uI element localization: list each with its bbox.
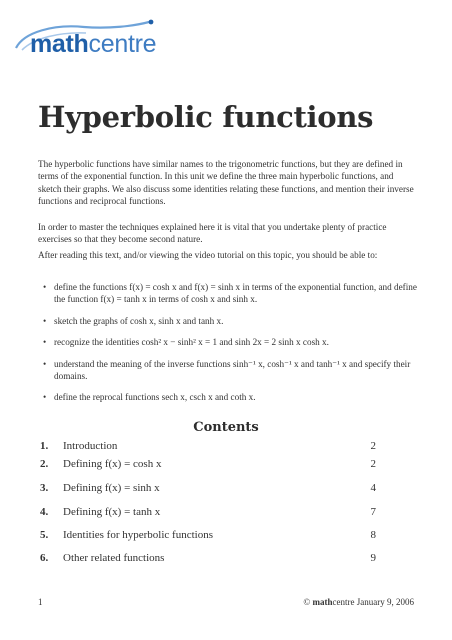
- toc-number: 4.: [40, 506, 49, 518]
- toc-page: 2: [370, 440, 376, 452]
- toc-label: Defining f(x) = tanh x: [63, 506, 161, 518]
- toc-item-introduction[interactable]: [38, 440, 376, 456]
- list-item: [38, 391, 418, 403]
- bullet-icon: •: [43, 358, 47, 369]
- list-item: [38, 358, 418, 383]
- toc-label: Identities for hyperbolic functions: [63, 529, 213, 541]
- toc-page: 4: [370, 482, 376, 494]
- toc-item-cosh[interactable]: [38, 458, 376, 474]
- footer-brand-rest: centre: [332, 597, 355, 607]
- toc-page: 2: [370, 458, 376, 470]
- objectives-list: [38, 281, 418, 413]
- page-title: Hyperbolic functions: [38, 100, 374, 134]
- logo-text-math: math: [30, 30, 89, 58]
- bullet-icon: •: [43, 337, 47, 348]
- bullet-text: sketch the graphs of cosh x, sinh x and tanh x.: [54, 315, 224, 326]
- toc-label: Defining f(x) = sinh x: [63, 482, 160, 494]
- bullet-icon: •: [43, 282, 47, 292]
- bullet-text: recognize the identities cosh² x − sinh² x = 1 and sinh 2x = 2 sinh x cosh x.: [54, 337, 329, 348]
- bullet-icon: •: [43, 392, 47, 403]
- toc-item-tanh[interactable]: [38, 506, 376, 522]
- toc-number: 5.: [40, 529, 49, 541]
- footer-date: January 9, 2006: [356, 597, 414, 607]
- list-item: [38, 315, 418, 327]
- toc-item-identities[interactable]: [38, 529, 376, 545]
- toc-item-related[interactable]: [38, 552, 376, 568]
- contents-heading: Contents: [193, 420, 259, 435]
- logo-text: [30, 32, 156, 57]
- toc-label: Other related functions: [63, 552, 165, 564]
- objectives-lead: After reading this text, and/or viewing the video tutorial on this topic, you should be able to:: [38, 250, 378, 260]
- toc-item-sinh[interactable]: [38, 482, 376, 498]
- bullet-icon: •: [43, 315, 47, 326]
- bullet-text: define the reprocal functions sech x, csch x and coth x.: [54, 392, 256, 403]
- toc-page: 7: [370, 506, 376, 518]
- toc-number: 2.: [40, 458, 49, 470]
- logo-text-centre: centre: [88, 30, 157, 58]
- toc-label: Introduction: [63, 440, 118, 452]
- mathcentre-logo: [14, 18, 164, 62]
- footer-credit: [303, 597, 414, 607]
- toc-label: Defining f(x) = cosh x: [63, 458, 162, 470]
- toc-number: 3.: [40, 482, 49, 494]
- toc-page: 9: [370, 552, 376, 564]
- footer-brand: math: [312, 597, 333, 607]
- list-item: [38, 336, 418, 348]
- page-number: 1: [38, 597, 43, 607]
- practice-paragraph: In order to master the techniques explained here it is vital that you undertake plenty of practice exercises so that they become second nature.: [38, 222, 387, 245]
- list-item: [38, 281, 418, 306]
- intro-paragraph: The hyperbolic functions have similar names to the trigonometric functions, but they are defined in terms of the exponential function. In this unit we define the three main hyperbolic functions, and sketch their graphs. We also discuss some identities relating these functions, and mention their inverse functions and reciprocal functions.: [38, 159, 414, 207]
- bullet-text: define the functions f(x) = cosh x and f(x) = sinh x in terms of the exponential function, and define the function f(x) = tanh x in terms of cosh x and sinh x.: [54, 282, 417, 305]
- toc-number: 1.: [40, 440, 49, 452]
- bullet-text: understand the meaning of the inverse functions sinh⁻¹ x, cosh⁻¹ x and tanh⁻¹ x and specify their domains.: [54, 358, 411, 382]
- toc-page: 8: [370, 529, 376, 541]
- toc-number: 6.: [40, 552, 49, 564]
- copyright-icon: ©: [303, 597, 311, 607]
